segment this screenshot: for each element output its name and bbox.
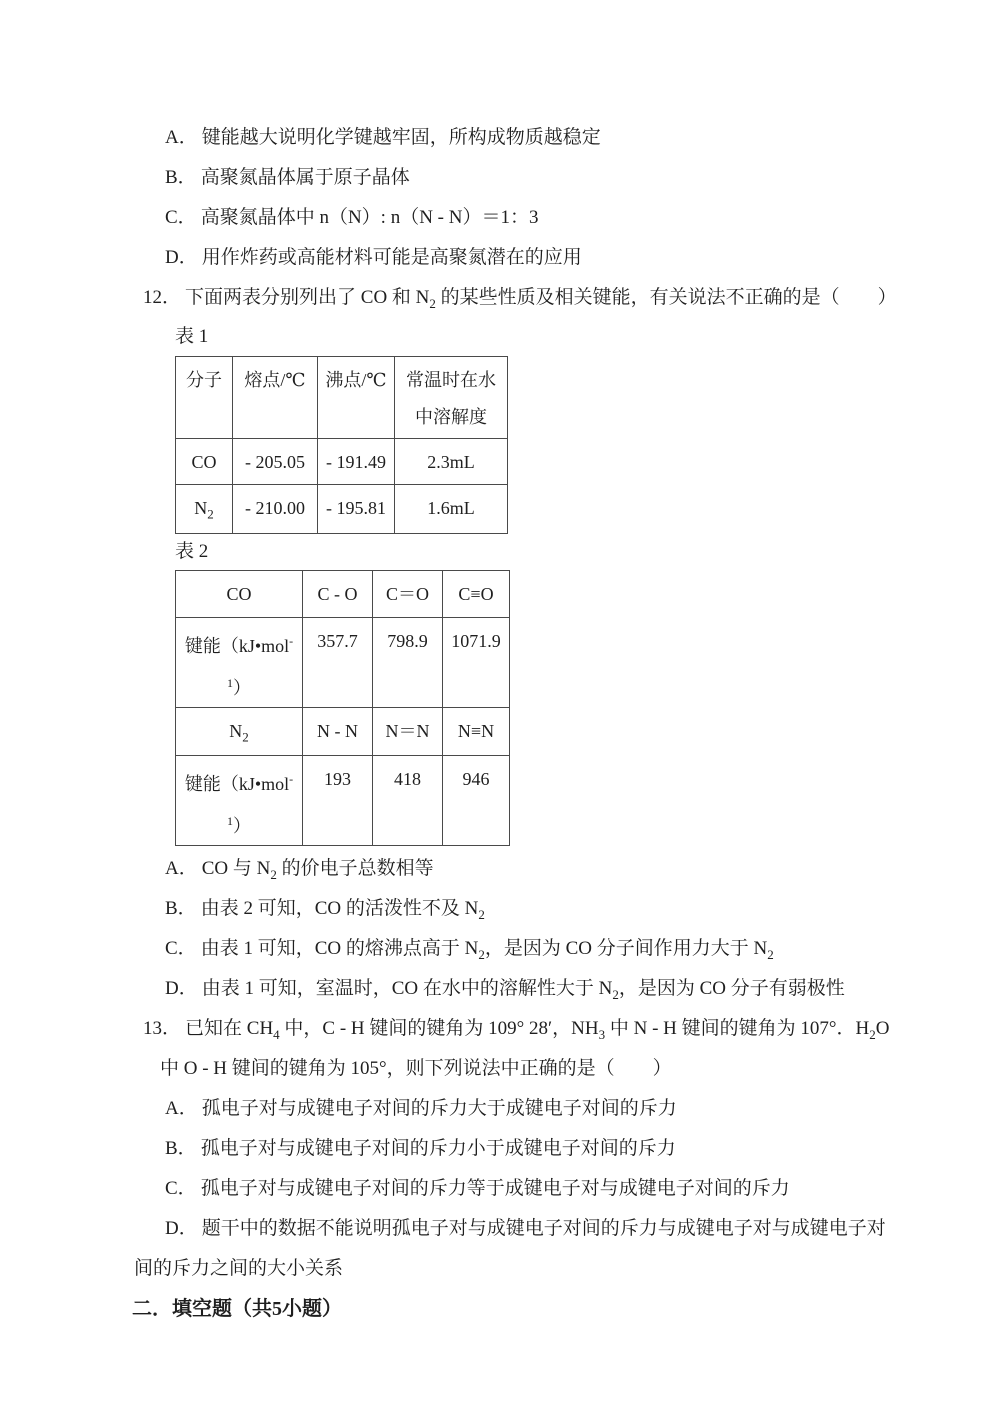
- option-text: 题干中的数据不能说明孤电子对与成键电子对间的斥力与成键电子对与成键电子对: [201, 1218, 886, 1240]
- table2-row-n2-energy: [176, 756, 510, 846]
- table1-cell: CO: [176, 439, 233, 485]
- table1-header-row: [176, 357, 508, 439]
- q12-option-b: [132, 889, 940, 929]
- q11-option-c: [132, 198, 940, 238]
- option-label: B．: [165, 1138, 197, 1160]
- option-text: 由表 1 可知，CO 的熔沸点高于 $N_2$，是因为 CO 分子间作用力大于 $N_2$: [200, 938, 774, 962]
- option-text: 键能越大说明化学键越牢固，所构成物质越稳定: [201, 127, 601, 148]
- option-label: C．: [165, 938, 197, 960]
- table2-cell: 357.7: [303, 617, 373, 707]
- table1-cell: 2.3mL: [395, 439, 508, 485]
- q12-option-a: [132, 849, 940, 889]
- table1-cell: 1.6mL: [395, 485, 508, 534]
- option-text: 孤电子对与成键电子对间的斥力小于成键电子对间的斥力: [200, 1138, 676, 1160]
- table2-cell: N＝N: [373, 707, 443, 756]
- option-label: A．: [165, 1098, 198, 1120]
- table1-cell: - 205.05: [233, 439, 318, 485]
- option-label: C．: [165, 1178, 197, 1200]
- table1-header-cell: 分子: [176, 357, 233, 439]
- option-label: A．: [165, 127, 198, 148]
- table2-row-co-energy: [176, 617, 510, 707]
- q12-option-d: [132, 969, 940, 1009]
- table2-caption: 表 2: [175, 540, 209, 562]
- table1-cell: - 195.81: [318, 485, 395, 534]
- q12-stem: [132, 278, 940, 318]
- table1-cell: $N_2$: [176, 485, 233, 534]
- option-text: 高聚氮晶体属于原子晶体: [200, 167, 410, 188]
- q11-option-d: [132, 238, 940, 278]
- table2: [175, 570, 510, 847]
- table2-row-co-bonds: [176, 570, 510, 617]
- table1-cell: - 210.00: [233, 485, 318, 534]
- q12-option-c: [132, 929, 940, 969]
- table2-cell: 键能（kJ•mol- $^1$）: [176, 617, 303, 707]
- table2-cell: N≡N: [443, 707, 510, 756]
- table2-cell: 418: [373, 756, 443, 846]
- table2-cell: 1071.9: [443, 617, 510, 707]
- option-text: 用作炸药或高能材料可能是高聚氮潜在的应用: [201, 247, 582, 268]
- table2-cell: 946: [443, 756, 510, 846]
- table2-cell: C≡O: [443, 570, 510, 617]
- table2-cell: 键能（kJ•mol- $^1$）: [176, 756, 303, 846]
- q13-option-d-continuation: [132, 1249, 940, 1289]
- q13-option-a: [132, 1089, 940, 1129]
- option-text: 由表 1 可知，室温时，CO 在水中的溶解性大于 $N_2$，是因为 CO 分子有弱极性: [201, 978, 845, 1002]
- table1-header-cell: 熔点/℃: [233, 357, 318, 439]
- option-text: CO 与 $N_2$ 的价电子总数相等: [201, 858, 434, 882]
- table1-row-n2: [176, 485, 508, 534]
- option-label: B．: [165, 167, 197, 188]
- section-2-heading: 二．填空题（共5小题）: [132, 1298, 342, 1321]
- table2-cell: N - N: [303, 707, 373, 756]
- q13-option-c: [132, 1169, 940, 1209]
- table2-cell: C＝O: [373, 570, 443, 617]
- option-label: D．: [165, 978, 198, 1000]
- option-label: C．: [165, 207, 197, 228]
- table2-cell: 798.9: [373, 617, 443, 707]
- table1-header-cell: 常温时在水 中溶解度: [395, 357, 508, 439]
- option-label: D．: [165, 247, 198, 268]
- option-text: 间的斥力之间的大小关系: [134, 1258, 344, 1280]
- option-text: 孤电子对与成键电子对间的斥力等于成键电子对与成键电子对间的斥力: [200, 1178, 790, 1200]
- table1-header-cell: 沸点/℃: [318, 357, 395, 439]
- table1: [175, 356, 508, 534]
- table1-caption: 表 1: [175, 326, 209, 347]
- q11-option-b: [132, 158, 940, 198]
- table2-cell: CO: [176, 570, 303, 617]
- table1-row-co: [176, 439, 508, 485]
- question-number: 13．: [143, 1018, 182, 1040]
- option-text: 孤电子对与成键电子对间的斥力大于成键电子对间的斥力: [201, 1098, 677, 1120]
- option-text: 高聚氮晶体中 n（N）: n（N - N）＝1：3: [200, 207, 539, 228]
- q13-option-d: [132, 1209, 940, 1249]
- option-label: A．: [165, 858, 198, 880]
- q13-stem-line2: [132, 1049, 940, 1089]
- table2-cell: C - O: [303, 570, 373, 617]
- q13-option-b: [132, 1129, 940, 1169]
- q11-option-a: [132, 118, 940, 158]
- table2-cell: 193: [303, 756, 373, 846]
- table2-cell: $N_2$: [176, 707, 303, 756]
- question-text: 中 O - H 键间的键角为 105°，则下列说法中正确的是（ ）: [160, 1058, 672, 1080]
- table2-row-n2-bonds: [176, 707, 510, 756]
- option-label: D．: [165, 1218, 198, 1240]
- option-label: B．: [165, 898, 197, 920]
- option-text: 由表 2 可知，CO 的活泼性不及 $N_2$: [200, 898, 485, 922]
- question-text: 下面两表分别列出了 CO 和 $N_2$ 的某些性质及相关键能，有关说法不正确的是（ ）: [185, 287, 897, 311]
- question-text: 已知在 $CH_4$ 中，C - H 键间的键角为 109° 28′，$NH_3$ 中 N - H 键间的键角为 107°．$H_2O$: [185, 1018, 890, 1042]
- question-number: 12．: [143, 287, 182, 308]
- table1-cell: - 191.49: [318, 439, 395, 485]
- q13-stem-line1: [132, 1009, 940, 1049]
